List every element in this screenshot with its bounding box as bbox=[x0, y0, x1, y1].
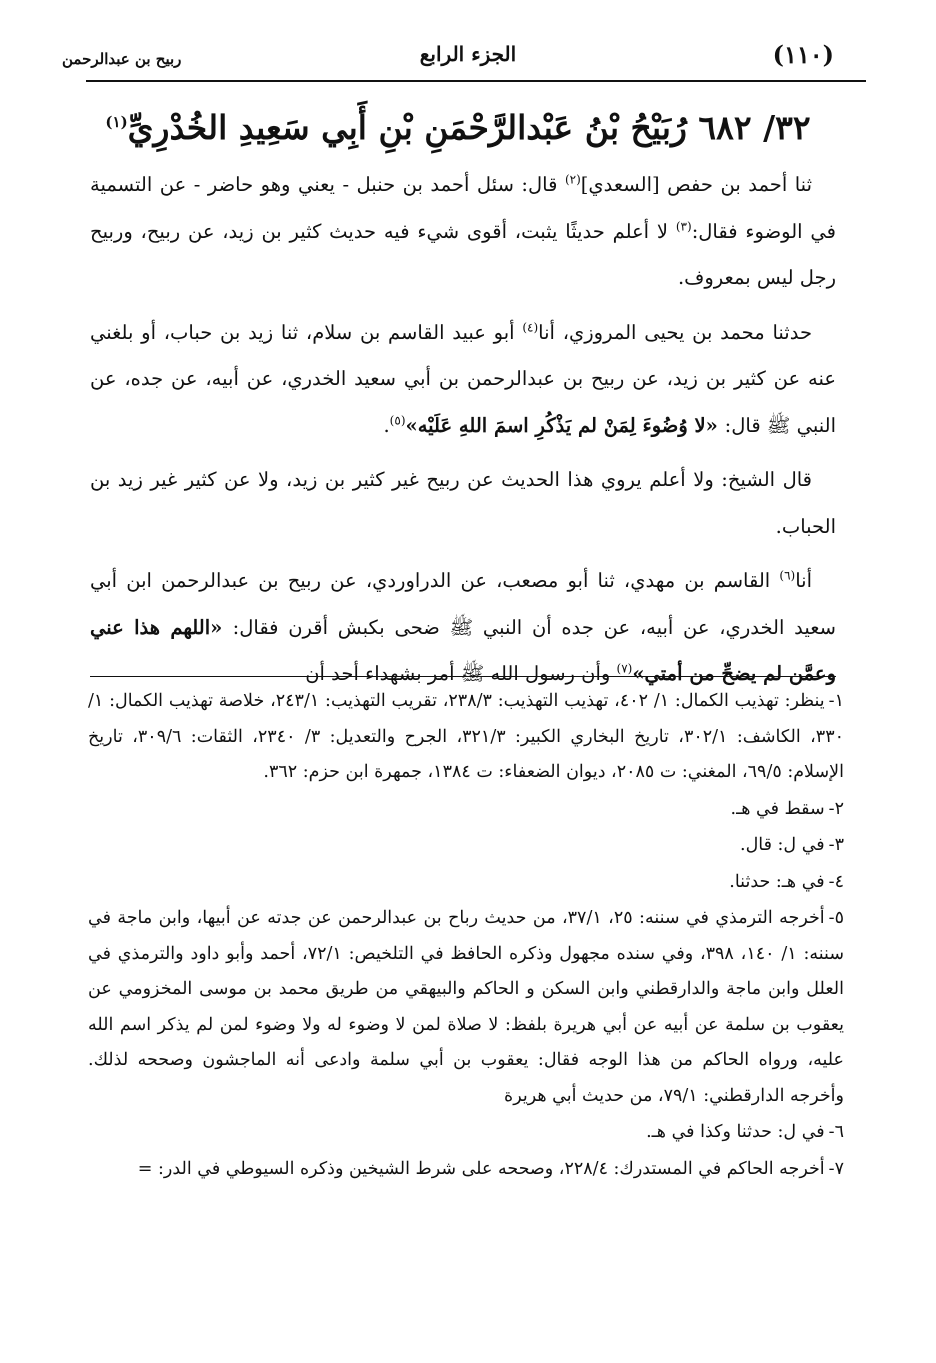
footnotes bbox=[88, 684, 844, 1188]
page-number: (١١٠) bbox=[772, 40, 834, 69]
footnote-label: ٤- bbox=[828, 871, 844, 892]
note-ref: (٢) bbox=[564, 172, 581, 187]
note-ref: (٣) bbox=[675, 219, 692, 233]
footnote-text: ينظر: تهذيب الكمال: ١/ ٤٠٢، تهذيب التهذيب: ٢٣٨/٣، تقريب التهذيب: ٢٤٣/١، خلاصة تهذيب الكمال: ١/ ٣٣٠، الكاشف: ٣٠٢/١، تاريخ البخاري الكبير: ٣٢١/٣، الجرح والتعديل: ٣/ ٢٣٤٠، الثقات: ٣٠٩/٦، تاريخ الإسلام: ٦٩/٥، المغني: ت ٢٠٨٥، ديوان الضعفاء: ت ١٣٨٤، جمهرة ابن حزم: ٣٦٢. bbox=[88, 691, 844, 782]
note-ref: (٥) bbox=[389, 413, 406, 427]
footnotes-divider bbox=[90, 676, 836, 677]
paragraph-text: قال: سئل أحمد بن حنبل - يعني وهو حاضر - عن التسمية في الوضوء فقال: bbox=[90, 173, 836, 243]
paragraph-text: حدثنا محمد بن يحيى المروزي، أنا bbox=[538, 320, 812, 344]
part-title: الجزء الرابع bbox=[419, 42, 517, 66]
body-text bbox=[90, 162, 836, 706]
header-rule bbox=[86, 80, 866, 82]
entry-title bbox=[80, 96, 836, 154]
paragraph-text: لا أعلم حديثًا يثبت، أقوى شيء فيه حديث كثير بن زيد، عن ربيح، وربيح رجل ليس بمعروف. bbox=[90, 219, 836, 289]
footnote-text: في ل: حدثنا وكذا في هـ. bbox=[646, 1122, 825, 1142]
footnote-6 bbox=[88, 1115, 844, 1151]
footnote-label: ٢- bbox=[828, 798, 844, 819]
footnote-label: ٦- bbox=[828, 1122, 844, 1142]
paragraph-text: ثنا أحمد بن حفص [السعدي] bbox=[580, 173, 812, 196]
footnote-label: ٥- bbox=[828, 908, 844, 928]
note-ref: (٤) bbox=[522, 320, 539, 334]
footnote-text: أخرجه الحاكم في المستدرك: ٢٢٨/٤، وصححه على شرط الشيخين وذكره السيوطي في الدر: = bbox=[137, 1158, 825, 1179]
paragraph-text: قال الشيخ: ولا أعلم يروي هذا الحديث عن ربيح غير كثير بن زيد، ولا عن كثير غير زيد بن الحباب. bbox=[90, 468, 836, 538]
paragraph-text: أبو عبيد القاسم بن سلام، ثنا زيد بن حباب، أو بلغني عنه عن كثير بن زيد، عن ربيح بن عبدالرحمن بن أبي سعيد الخدري، عن أبيه، عن جده، عن النبي ﷺ قال: bbox=[90, 320, 836, 437]
footnote-label: ٧- bbox=[828, 1158, 844, 1179]
note-ref: (٦) bbox=[779, 568, 796, 583]
footnote-text: أخرجه الترمذي في سننه: ٢٥، ٣٧/١، من حديث رباح بن عبدالرحمن عن جدته عن أبيها، وابن ماجة في سننه: ١/ ١٤٠، ٣٩٨، وفي سنده مجهول وذكره الحافظ في التلخيص: ٧٢/١، أحمد وأبو داود والترمذي في العلل وابن ماجة والدارقطني وابن السكن و الحاكم والبيهقي من طريق محمد بن موسى المخزومي عن يعقوب بن سلمة عن أبيه عن أبي هريرة بلفظ: لا صلاة لمن لا وضوء له ولا وضوء لمن لم يذكر اسم الله عليه، ورواه الحاكم من هذا الوجه فقال: يعقوب بن أبي سلمة وادعى أنه الماجشون وصححه لذلك. وأخرجه الدارقطني: ٧٩/١، من حديث أبي هريرة bbox=[88, 908, 844, 1106]
entry-title-note: (١) bbox=[105, 113, 128, 131]
paragraph-text: أنا bbox=[795, 569, 812, 592]
footnote-2 bbox=[88, 792, 844, 828]
paragraph-text: القاسم بن مهدي، ثنا أبو مصعب، عن الدراوردي، عن ربيح بن عبدالرحمن ابن أبي سعيد الخدري، عن أبيه، عن جده أن النبي ﷺ ضحى بكبش أقرن فقال: bbox=[90, 569, 837, 639]
entry-title-text: ٣٢/ ٦٨٢ رُبَيْحُ بْنُ عَبْدالرَّحْمَنِ بْنِ أَبِي سَعِيدِ الخُدْرِيِّ bbox=[127, 108, 811, 147]
running-header bbox=[62, 38, 866, 78]
running-title: ربيح بن عبدالرحمن bbox=[62, 50, 182, 68]
paragraph-3 bbox=[90, 457, 836, 550]
footnote-text: في هـ: حدثنا. bbox=[729, 871, 825, 892]
footnote-3 bbox=[88, 828, 844, 864]
footnote-7 bbox=[88, 1152, 844, 1188]
paragraph-text: . bbox=[383, 413, 390, 437]
footnote-text: في ل: قال. bbox=[740, 835, 825, 855]
hadith-quote: «لا وُضُوءَ لِمَنْ لم يَذْكُرِ اسمَ اللهِ عَلَيْه» bbox=[405, 413, 725, 437]
footnote-label: ١- bbox=[828, 691, 844, 711]
paragraph-2 bbox=[90, 310, 836, 450]
hadith-quote: «اللهم هذا عني وعمَّن لم يضحِّ من أمتي» bbox=[90, 615, 836, 685]
footnote-label: ٣- bbox=[828, 835, 844, 855]
footnote-text: سقط في هـ. bbox=[730, 798, 825, 819]
note-ref: (٧) bbox=[616, 661, 633, 676]
footnote-1 bbox=[88, 684, 844, 791]
footnote-5 bbox=[88, 901, 844, 1114]
paragraph-1 bbox=[90, 162, 836, 302]
footnote-4 bbox=[88, 865, 844, 901]
paragraph-text: وأن رسول الله ﷺ أمر بشهداء أحد أن bbox=[305, 662, 617, 685]
